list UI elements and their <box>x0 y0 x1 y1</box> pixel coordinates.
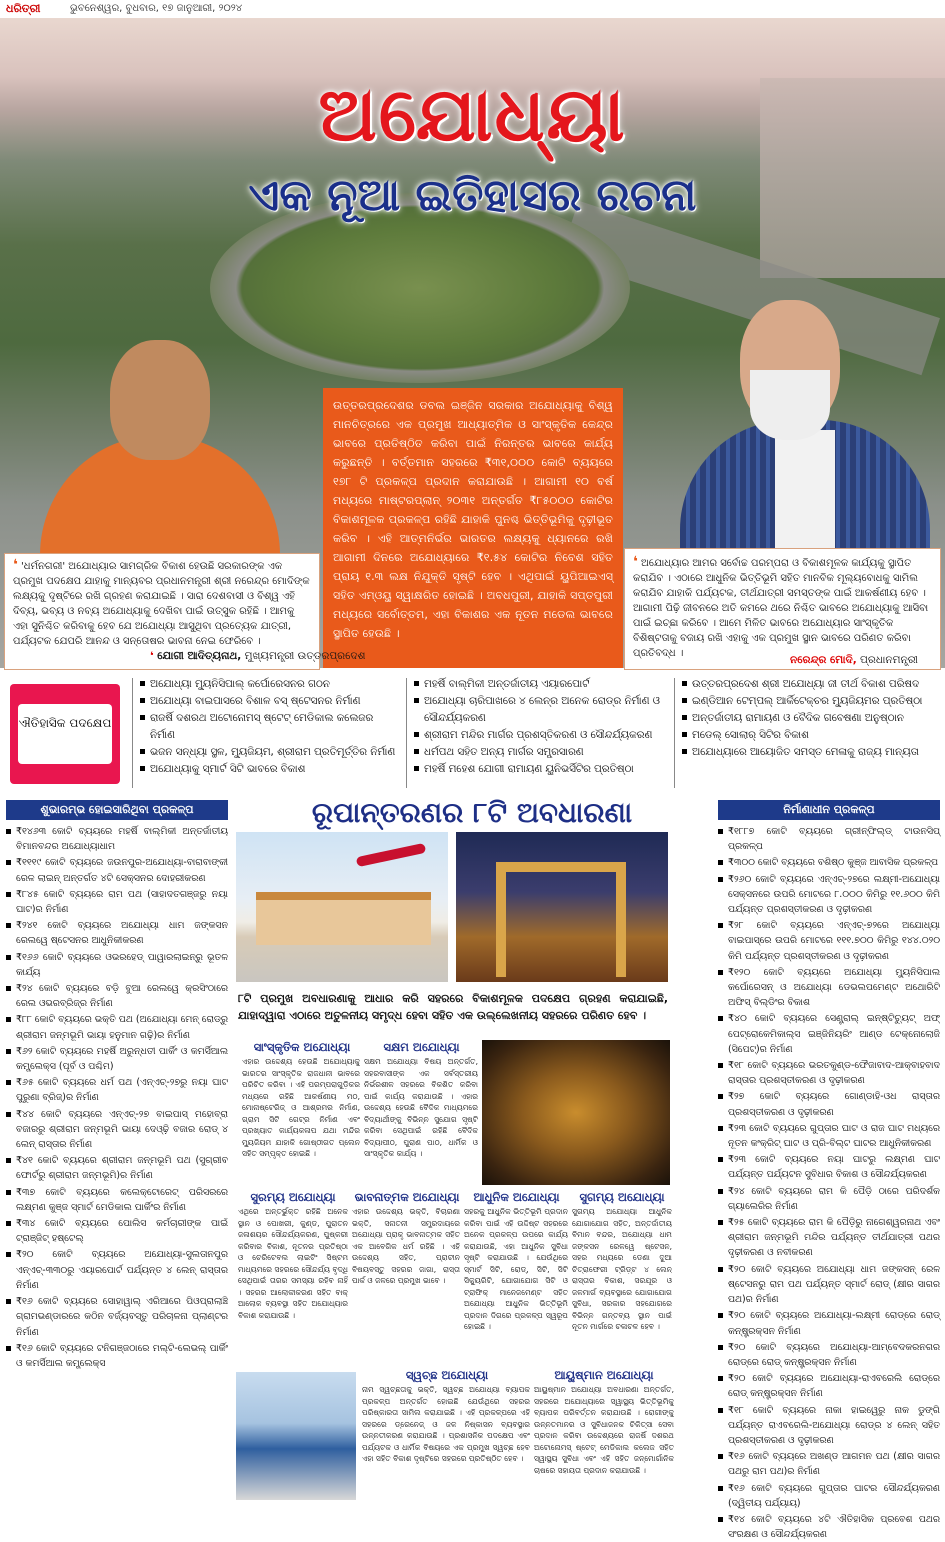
list-item: ₹୨୬୦ କୋଟି ବ୍ୟୟରେ ଏନ୍‌ଏଚ୍-୨୭ରେ ଲକ୍ଷ୍ମୀ-ଅଯୋଧ୍ୟା ସେକ୍ସନରେ ଉପରି ମୋଟରେ ୮.୦୦୦ କିମିରୁ ୧୧.୬୦୦ କିମି ପର୍ଯ୍ୟନ୍ତ ପ୍ରଶସ୍ତୀକରଣ ଓ ଦୃଢ଼ୀକରଣ <box>718 872 940 918</box>
list-item: ₹୧୨୦ କୋଟି ବ୍ୟୟରେ ଅଯୋଧ୍ୟା ମ୍ୟୁନିସିପାଲ କର୍ପୋରେସନ୍ ଓ ଅଯୋଧ୍ୟା ଡେଭଲପମେଣ୍ଟ ଅଥୋରିଟି ଅଫିସ୍ ବିଲ୍ଡିଂର ବିକାଶ <box>718 965 940 1011</box>
intro-text-box: ଉତ୍ତରପ୍ରଦେଶର ଡବଲ ଇଞ୍ଜିନ ସରକାର ଅଯୋଧ୍ୟାକୁ ବିଶ୍ୱ ମାନଚିତ୍ରରେ ଏକ ପ୍ରମୁଖ ଆଧ୍ୟାତ୍ମିକ ଓ ସାଂସ୍କୃତିକ କେନ୍ଦ୍ର ଭାବରେ ପ୍ରତିଷ୍ଠିତ କରିବା ପାଇଁ ନିରନ୍ତର ଭାବରେ କାର୍ଯ୍ୟ କରୁଛନ୍ତି । ବର୍ତ୍ତମାନ ସହରରେ ₹୩୧,୦୦୦ କୋଟି ବ୍ୟୟରେ ୧୭୮ ଟି ପ୍ରକଳ୍ପ ପ୍ରଦାନ କରାଯାଉଛି । ଆଗାମୀ ୧୦ ବର୍ଷ ମଧ୍ୟରେ ମାଷ୍ଟରପ୍ଲାନ୍ ୨୦୩୧ ଅନ୍ତର୍ଗତ ₹୮୫୦୦୦ କୋଟିର ବିକାଶମୂଳକ ପ୍ରକଳ୍ପ ରହିଛି ଯାହାକି ପୁନଶ୍ଚ ଭିତ୍ତିଭୂମିକୁ ଦୃଢ଼ୀଭୂତ କରିବ । ଏହି ଆତ୍ମନିର୍ଭର ଭାରତର ଲକ୍ଷ୍ୟକୁ ଧ୍ୟାନରେ ରଖି ଆଗାମୀ ଦିନରେ ଅଯୋଧ୍ୟାରେ ₹୧.୫୪ କୋଟିର ନିବେଶ ସହିତ ପ୍ରାୟ ୧.୩ ଲକ୍ଷ ନିଯୁକ୍ତି ସୃଷ୍ଟି ହେବ । ଏଥିପାଇଁ ୟୁପିଆଇଏସ୍ ସହିତ ଏମ୍ଓୟୁ ସ୍ୱାକ୍ଷରିତ ହୋଇଛି । ଅବଧପୁରୀ, ଯାହାକି ସପ୍ତପୁରୀ ମଧ୍ୟରେ ସର୍ବୋତ୍ତମ, ଏହା ବିକାଶର ଏକ ନୂତନ ମଡେଲ ଭାବରେ ସ୍ଥାପିତ ହେଉଛି । <box>323 388 623 668</box>
airport-photo <box>236 832 448 982</box>
list-item: ₹୨୩ କୋଟି ବ୍ୟୟରେ ନୟା ଘାଟରୁ ଲକ୍ଷ୍ମଣ ଘାଟ ପର୍ଯ୍ୟନ୍ତ ପର୍ଯ୍ୟଟନ ସୁବିଧାର ବିକାଶ ଓ ସୌନ୍ଦର୍ଯ୍ୟକରଣ <box>718 1152 940 1182</box>
completed-projects-list <box>6 824 228 1371</box>
gate-night-photo <box>456 832 668 982</box>
list-item: ₹୨୪ କୋଟି ବ୍ୟୟରେ ରାମ କି ପୈଡ଼ି ଠାରେ ପରିଦର୍ଶକ ଗ୍ୟାଲେରିର ନିର୍ମାଣ <box>718 1184 940 1214</box>
list-item: ଅଯୋଧ୍ୟାରେ ଆୟୋଜିତ ସମସ୍ତ ମେଳାକୁ ରାଜ୍ୟ ମାନ୍ୟତା <box>682 744 937 761</box>
list-item: ଶ୍ରୀରାମ ମନ୍ଦିର ମାର୍ଗର ପ୍ରଶସ୍ତିକରଣ ଓ ସୌନ୍ଦର୍ଯ୍ୟକରଣ <box>414 727 669 744</box>
concept-text: ଏହାର ଉଦ୍ଦେଶ୍ୟ ଭକ୍ତି, ବିଚାରଣା ଭକ୍ତି, ସନାତନୀ ସମ୍ପ୍ରଦାୟରେ ଅଯୋଧ୍ୟା ପ୍ରାକୃ ଭାବନାତ୍ମକ ସହିତ ଏକ ଆବେଗିକ ଧର୍ମ ରହିଛି । ଏହି ଉଦ୍ଦେଶ୍ୟ ସହିତ, ପ୍ରାଚୀନ ବିଷୟବସ୍ତୁ ସହରର ଜାଗା, ରାସ୍ତା ପାର୍କ ଓ ଜଳରେ ପ୍ରମୁଖ ଭାବେ । <box>352 1207 460 1285</box>
milestones-col-2 <box>414 676 669 778</box>
ongoing-projects-list <box>718 824 940 1542</box>
list-item: ₹୬୫ କୋଟି ବ୍ୟୟରେ ଧର୍ମ ପଥ (ଏନ୍‌ଏଚ୍-୨୭ରୁ ନୟା ଘାଟ ପୁରୁଣା ବ୍ରିଜ୍)ର ନିର୍ମାଣ <box>6 1075 228 1105</box>
list-item: ଅଯୋଧ୍ୟା ଚାରିପାଖରେ ୪ ଲେନ୍‌ର ଅନେକ ରୋଡ୍‌ର ନିର୍ମାଣ ଓ ସୌନ୍ଦର୍ଯ୍ୟକରଣ <box>414 693 669 727</box>
list-item: ₹୧୪ କୋଟି ବ୍ୟୟରେ ୪ଟି ଐତିହାସିକ ପ୍ରବେଶ ପଥର ସଂରକ୍ଷଣ ଓ ସୌନ୍ଦର୍ଯ୍ୟକରଣ <box>718 1512 940 1542</box>
concept-text: ନାମ ସ୍ୱଚ୍ଛତାକୁ ଭକ୍ତି, ସ୍ୱଚ୍ଛ ଅଯୋଧ୍ୟା ବ୍ୟାପକ ପ୍ରକଳ୍ପ ଅନ୍ତର୍ଗତ ହୋଇଛି ଯେଉଁଥିରେ ସହରର ପରିଷ୍କାରତା ସାମିଲ କରାଯାଇଛି । ଏହି ପ୍ରକଳ୍ପରେ ଏହି ସହରରେ ଡ୍ରେନେଜ୍ ଓ ଜଳ ନିଷ୍କାସନ ବ୍ୟବସ୍ଥାର ଉନ୍ନତୀକରଣ କରାଯାଉଛି । ପ୍ରଶାସନିକ ପଦକ୍ଷେପ ଏବଂ ପର୍ଯ୍ୟଟକ ଓ ଧାର୍ମିକ ବିଷୟରେ ଏକ ପ୍ରମୁଖ ସ୍ୱଚ୍ଛ ହେବ ଏହା ସହିତ ବିକାଶ ଦୃଷ୍ଟିରେ ସହରରେ ପ୍ରତିଷ୍ଠିତ ହେବ । <box>362 1385 530 1463</box>
list-item: ₹୪୪ କୋଟି ବ୍ୟୟରେ ଏନ୍‌ଏଚ୍-୨୭ ବାଇପାସ୍ ମହୋବ୍ରା ବଜାରରୁ ଶ୍ରୀରାମ ଜନ୍ମଭୂମି ଭାୟା ଦେଓ୍ଢ଼ି ବଜାର ରୋଡ୍ ୪ ଲେନ୍ ରାସ୍ତାର ନିର୍ମାଣ <box>6 1107 228 1153</box>
list-item: ଅଯୋଧ୍ୟା ବାଇପାସରେ ବିଶାଳ ବସ୍ ଷ୍ଟେସନର ନିର୍ମାଣ <box>140 693 400 710</box>
list-item: ଅନ୍ତର୍ଜାତୀୟ ରାମାୟଣ ଓ ବୈଦିକ ଗବେଷଣା ଅନୁଷ୍ଠାନ <box>682 710 937 727</box>
signature-role: ମୁଖ୍ୟମନ୍ତ୍ରୀ ଉତ୍ତରପ୍ରଦେଶ <box>241 650 366 662</box>
concept-title: ସାଂସ୍କୃତିକ ଅଯୋଧ୍ୟା <box>253 1040 351 1054</box>
milestones-section <box>6 676 941 792</box>
concept-text: ଏଥିରେ ଅନ୍ତର୍ଭୁକ୍ତ ରହିଛି ଅନେକ ସ୍ଥାନ ଓ ପୋଖରୀ, କୁଣ୍ଡ, ପୁରାତନ ଜଳାଶୟର ସୌନ୍ଦର୍ଯ୍ୟକରଣ, ପୁଷ୍କରୀ କରିବାର ବିକାଶ, ନୂତନର ପ୍ରତିଷ୍ଠା ଓ ଚେରିଟେବଲ ଲାଇଟିଂ ସିଷ୍ଟମ ମାଧ୍ୟମରେ ସହରରେ ସୌନ୍ଦର୍ଯ୍ୟ ବୃଦ୍ଧି ସେଥିପାଇଁ ତାରର ସମସ୍ୟା ରହିବ ନାହିଁ । ସହରର ଆଲୋକୀକରଣ ସହିତ ବାକ୍ ଆଲୋକ ବ୍ୟବସ୍ଥା ସହିତ ଅଯୋଧ୍ୟାର ବିକାଶ କରାଯାଉଛି । <box>238 1207 348 1320</box>
concepts-title: ରୂପାନ୍ତରଣର ୮ଟି ଅବଧାରଣା <box>311 796 633 829</box>
quote-modi-text: ଅଯୋଧ୍ୟାର ଆମର ସର୍ବୋଚ୍ଚ ପରମ୍ପରା ଓ ବିକାଶମୂଳକ କାର୍ଯ୍ୟକୁ ସ୍ଥାପିତ କରାଯିବ । ଏଠାରେ ଆଧୁନିକ ଭିତ୍ତିଭୂମି ସହିତ ମାନବିକ ମୂଲ୍ୟବୋଧକୁ ସାମିଲ କରାଯିବ ଯାହାକି ପର୍ଯ୍ୟଟକ, ତୀର୍ଥଯାତ୍ରୀ ସମସ୍ତଙ୍କ ପାଇଁ ଆକର୍ଷଣୀୟ ହେବ । ଆଗାମୀ ପିଢ଼ି ଜୀବନରେ ଅତି କମରେ ଥରେ ନିଶ୍ଚିତ ଭାବରେ ଅଯୋଧ୍ୟାକୁ ଆସିବା ପାଇଁ ଇଚ୍ଛା କରିବେ । ଆମେ ମିଳିତ ଭାବରେ ଅଯୋଧ୍ୟାର ସାଂସ୍କୃତିକ ବିଶିଷ୍ଟତାକୁ ବଜାୟ ରଖି ଏହାକୁ ଏକ ପ୍ରମୁଖ ସ୍ଥାନ ଭାବରେ ପରିଣତ କରିବା ପ୍ରତିବଦ୍ଧ । <box>633 558 929 659</box>
quote-yogi-text: 'ଧର୍ମନଗରୀ' ଅଯୋଧ୍ୟାର ସାମଗ୍ରିକ ବିକାଶ ହେଉଛି ସରକାରଙ୍କ ଏକ ପ୍ରମୁଖ ପଦକ୍ଷେପ ଯାହାକୁ ମାନ୍ୟବର ପ୍ରଧାନମନ୍ତ୍ରୀ ଶ୍ରୀ ନରେନ୍ଦ୍ର ମୋଦିଙ୍କ ଲକ୍ଷ୍ୟକୁ ଦୃଷ୍ଟିରେ ରଖି ଗ୍ରହଣ କରାଯାଇଛି । ସାରା ଦେଶବାସୀ ଓ ବିଶ୍ୱ ଏହି ଦିବ୍ୟ, ଭବ୍ୟ ଓ ନବ୍ୟ ଅଯୋଧ୍ୟାକୁ ଦେଖିବା ପାଇଁ ଉତ୍ସୁକ ରହିଛି । ଆମକୁ ଏହା ସୁନିଶ୍ଚିତ କରିବାକୁ ହେବ ଯେ ଅଯୋଧ୍ୟା ଆସୁଥିବା ପ୍ରତ୍ୟେକ ଯାତ୍ରୀ, ପର୍ଯ୍ୟଟକ ଯେପରି ଆନନ୍ଦ ଓ ସନ୍ତୋଷର ଭାବନା ନେଇ ଫେରିବେ । <box>13 561 310 647</box>
list-item: ₹୧୪୬୩ କୋଟି ବ୍ୟୟରେ ମହର୍ଷି ବାଲ୍ମିକୀ ଅନ୍ତର୍ଜାତୀୟ ବିମାନବନ୍ଦର ଅଯୋଧ୍ୟାଧାମ <box>6 824 228 854</box>
list-item: ଉତ୍ତରପ୍ରଦେଶ ଶ୍ରୀ ଅଯୋଧ୍ୟା ଜୀ ତୀର୍ଥ ବିକାଶ ପରିଷଦ <box>682 676 937 693</box>
golden-eagle-sculpture-photo <box>482 1040 670 1185</box>
terminal-building <box>256 892 431 945</box>
concept-title: ଆଧୁନିକ ଅଯୋଧ୍ୟା <box>473 1190 560 1204</box>
concept-title: ସୁରମ୍ୟ ଅଯୋଧ୍ୟା <box>250 1190 336 1204</box>
list-item: ଅଯୋଧ୍ୟା ମ୍ୟୁନିସିପାଲ୍ କର୍ପୋରେସନର ଗଠନ <box>140 676 400 693</box>
signature-role: ପ୍ରଧାନମନ୍ତ୍ରୀ <box>856 654 918 666</box>
divider <box>132 678 133 788</box>
list-item: ₹୪୧ କୋଟି ବ୍ୟୟରେ ଶ୍ରୀରାମ ଜନ୍ମଭୂମି ପଥ (ସୁଗ୍ରୀବ ଫୋର୍ଟରୁ ଶ୍ରୀରାମ ଜନ୍ମଭୂମି)ର ନିର୍ମାଣ <box>6 1153 228 1183</box>
milestones-col-1 <box>140 676 400 778</box>
list-item: ₹୩୪ କୋଟି ବ୍ୟୟରେ ପୋଲିସ କର୍ମଚାରୀଙ୍କ ପାଇଁ ଟ୍ରାଞ୍ଜିଟ୍ ହଷ୍ଟେଲ୍ <box>6 1216 228 1246</box>
signature-name: ଯୋଗୀ ଆଦିତ୍ୟନାଥ, <box>157 650 242 662</box>
divider <box>406 678 407 788</box>
list-item: ₹୧୬ କୋଟି ବ୍ୟୟରେ ଅଖଣ୍ଡ ଆଗମନ ପଥ (କ୍ଷୀର ସାଗର ପଥରୁ ରାମ ପଥ)ର ନିର୍ମାଣ <box>718 1449 940 1479</box>
issue-date: ଭୁବନେଶ୍ୱର, ବୁଧବାର, ୧୭ ଜାନୁଆରୀ, ୨୦୨୪ <box>70 3 243 14</box>
section-header: ନିର୍ମାଣାଧୀନ ପ୍ରକଳ୍ପ <box>718 800 940 820</box>
list-item: ₹୩୭ କୋଟି ବ୍ୟୟରେ କଲେକ୍ଟୋରେଟ୍ ପରିସରରେ ଲକ୍ଷ୍ମଣ କୁଞ୍ଜ ସ୍ମାର୍ଟ ମେଡିକାଲ ପାର୍କିଂର ନିର୍ମାଣ <box>6 1185 228 1215</box>
list-item: ରାଜର୍ଷି ଦଶରଥ ଅଟୋନୋମସ୍ ଷ୍ଟେଟ୍ ମେଡିକାଲ କଲେଜର ନିର୍ମାଣ <box>140 710 400 744</box>
concept-text: ସହରକୁ ଆଧୁନିକ ଭିତ୍ତିଭୂମି ପ୍ରଦାନ କରିବା ପାଇଁ ଏହି ଉଦ୍ଦିଷ୍ଟ ସହରରେ ଅନେକ ପ୍ରକଳ୍ପ ଉପରେ କାର୍ଯ୍ୟ କରାଯାଉଛି, ଏହା ଆଧୁନିକ ସୁବିଧା ସୃଷ୍ଟି କରାଯାଉଛି । ଯେଉଁଥିରେ ସ୍ମାର୍ଟ ସିଟି, ରୋଡ୍, ସିଟି, ସିଟି ସିକ୍ୟୁରିଟି, ଯୋଗାଯୋଗ ସିଟି ଓ ଟ୍ରାଫିକ୍ ମାନେଜମେଣ୍ଟ ସହିତ ଅଯୋଧ୍ୟା ଆଧୁନିକ ଭିତ୍ତିଭୂମି ପ୍ରଦାନ ଦିଗରେ ପ୍ରକଳ୍ପ ସ୍ୱରୂପ ହୋଇଛି । <box>464 1207 568 1331</box>
concept-title: ଆୟୁଷ୍ମାନ ଅଯୋଧ୍ୟା <box>554 1368 654 1382</box>
concept-text: ଆୟୁଷ୍ମାନ ଅଯୋଧ୍ୟା ଅବଧାରଣା ଅନ୍ତର୍ଗତ, ସହରରେ ଅଯୋଧ୍ୟାରେ ସ୍ୱାସ୍ଥ୍ୟ ଭିତ୍ତିଭୂମିକୁ ବ୍ୟାପକ ପରିବର୍ତ୍ତନ କରାଯାଉଛି । ରୋଗୀଙ୍କୁ ଉନ୍ନତମାନର ଓ ସୁବିଧାଜନକ ଚିକିତ୍ସା ସେବା ପ୍ରଦାନ କରିବା ଉଦ୍ଦେଶ୍ୟରେ ରାଜର୍ଷି ଦଶରଥ ଅଟୋନୋମସ୍ ଷ୍ଟେଟ୍ ମେଡିକାଲ କଲେଜ ସହିତ ସ୍ୱାସ୍ଥ୍ୟ ସୁବିଧା ଏବଂ ଏହି ସହିତ ଜନ୍ମୋର୍ଗାନିକ ଚାଷରେ ସହାୟତା ପ୍ରଦାନ କରାଯାଉଛି । <box>534 1385 674 1475</box>
list-item: ₹୪୦ କୋଟି ବ୍ୟୟରେ ସେଣ୍ଟ୍ରାଲ୍ ଇନ୍‌ଷ୍ଟିଚ୍ୟୁଟ୍ ଅଫ୍ ପେଟ୍ରୋକେମିକାଲ୍ସ ଇଞ୍ଜିନିୟରିଂ ଆଣ୍ଡ ଟେକ୍ନୋଲୋଜି (ସିପେଟ୍)ର ନିର୍ମାଣ <box>718 1011 940 1057</box>
list-item: ₹୨୪ କୋଟି ବ୍ୟୟରେ ବଡ଼ି ବୁଆ ରେଲୱେ କ୍ରସିଂଠାରେ ରେଲ ଓଭରବ୍ରିଜ୍‌ର ନିର୍ମାଣ <box>6 981 228 1011</box>
list-item: ₹୨୪୧ କୋଟି ବ୍ୟୟରେ ଅଯୋଧ୍ୟା ଧାମ ଜଙ୍କସନ ରେଲୱେ ଷ୍ଟେସନର ଆଧୁନିକୀକରଣ <box>6 918 228 948</box>
portrait-face <box>110 340 210 460</box>
concept-text: ଏହାର ଉଦ୍ଦେଶ୍ୟ ହେଉଛି ଅଯୋଧ୍ୟାକୁ ଭାରତର ସାଂସ୍କୃତିକ ରାଜଧାନୀ ଭାବରେ ପରିଚିତ କରିବା । ଏହି ପରମ୍ପରାଗୁଡ଼ିକର ମଧ୍ୟରେ ରହିଛି ଆକର୍ଷଣୀୟ ମଠ, ମୋନାଷ୍ଟେରିଜ୍ ଓ ଆଶ୍ରମର ନିର୍ମାଣ, ଗ୍ରାମ ସିଟି ଗେଟ୍‌ର ନିର୍ମାଣ ଏବଂ ପ୍ରଖ୍ୟାତ କାର୍ଯ୍ୟକଳାପ ଯଥା ମନ୍ଦିର ମ୍ୟୁଜିୟମ ଯାହାକି ଗୋଷ୍ଠୀଗତ ପ୍ଲେନ ସହିତ ସମ୍ପୃକ୍ତ ହୋଇଛି । <box>242 1057 360 1158</box>
ongoing-projects-section <box>718 800 940 1541</box>
list-item: ଧର୍ମପଥ ସହିତ ଅନ୍ୟ ମାର୍ଗର ସମ୍ପ୍ରସାରଣ <box>414 744 669 761</box>
signature-name: ନରେନ୍ଦ୍ର ମୋଦି, <box>790 654 857 666</box>
concepts-caption: ୮ଟି ପ୍ରମୁଖ ଅବଧାରଣାକୁ ଆଧାର କରି ସହରରେ ବିକାଶମୂଳକ ପଦକ୍ଷେପ ଗ୍ରହଣ କରାଯାଇଛି, ଯାହାଦ୍ୱାରା ଏଠାରେ ଅତୁଳନୀୟ ସମୃଦ୍ଧ ହେବା ସହିତ ଏକ ଉଲ୍ଲେଖନୀୟ ସହରରେ ପରିଣତ ହେବ । <box>238 992 668 1022</box>
list-item: ₹୧୬୬ କୋଟି ବ୍ୟୟରେ ଓଭରହେଡ୍ ପାୱାରଲାଇନ୍‌ରୁ ଭୂତଳ କାର୍ଯ୍ୟ <box>6 950 228 980</box>
list-item: ₹୧୬ କୋଟି ବ୍ୟୟରେ ଟନିଗଞ୍ଜଠାରେ ମଲ୍ଟି-ଲେଭଲ୍ ପାର୍କିଂ ଓ କମର୍ସିଆଲ କମ୍ପ୍ଲେକ୍ସ <box>6 1341 228 1371</box>
newspaper-logo: ଧରିତ୍ରୀ <box>6 2 41 15</box>
milestones-label: ଐତିହାସିକ ପଦକ୍ଷେପ <box>18 704 112 764</box>
quote-modi <box>624 548 941 670</box>
concept-title: ସୁଗମ୍ୟ ଅଯୋଧ୍ୟା <box>579 1190 665 1204</box>
list-item: ₹୨୦ କୋଟି ବ୍ୟୟରେ ଅଯୋଧ୍ୟା-ଆମ୍ବେଦକରନଗର ରୋଡ୍‌ରେ ରୋଡ୍ କନ୍‌ଷ୍ଟ୍ରକ୍ସନ ନିର୍ମାଣ <box>718 1340 940 1370</box>
list-item: ₹୨୦ କୋଟି ବ୍ୟୟରେ ଅଯୋଧ୍ୟା-ସୁଲତାନପୁର ଏନ୍‌ଏଚ୍-୩୩୦ରୁ ଏୟାରପୋର୍ଟ ପର୍ଯ୍ୟନ୍ତ ୪ ଲେନ୍ ରାସ୍ତାର ନିର୍ମାଣ <box>6 1247 228 1293</box>
quote-yogi-signature <box>150 650 365 663</box>
list-item: ₹୨୦ କୋଟି ବ୍ୟୟରେ ଅଯୋଧ୍ୟା ଧାମ ଜଙ୍କସନ୍ ରେଳ ଷ୍ଟେସନରୁ ରାମ ପଥ ପର୍ଯ୍ୟନ୍ତ ସ୍ମାର୍ଟ ରୋଡ୍ (କ୍ଷୀର ସାଗର ପଥ)ର ନିର୍ମାଣ <box>718 1262 940 1308</box>
portrait-shirt <box>775 430 835 548</box>
list-item: ₹୩୦୦ କୋଟି ବ୍ୟୟରେ ବଶିଷ୍ଠ କୁଞ୍ଜ ଆବାସିକ ପ୍ରକଳ୍ପ <box>718 855 940 870</box>
list-item: ଇଣ୍ଡିଆନ ଟେମ୍ପଲ୍ ଆର୍କିଟେକ୍ଚର ମ୍ୟୁଜିୟମର ପ୍ରତିଷ୍ଠା <box>682 693 937 710</box>
portrait-beard <box>750 370 830 440</box>
signature-quote-mark-icon: ❛ <box>150 650 154 662</box>
list-item: ₹୬୨ କୋଟି ବ୍ୟୟରେ ମହର୍ଷି ଅରୁନ୍ଧତୀ ପାର୍କିଂ ଓ କମର୍ସିଆଲ କମ୍ପ୍ଲେକ୍ସ (ପୂର୍ବ ଓ ପଶ୍ଚିମ) <box>6 1044 228 1074</box>
milestones-label-badge <box>10 684 120 784</box>
list-item: ₹୧୮ କୋଟି ବ୍ୟୟରେ ଭରତକୁଣ୍ଡ-ଫୈଜାବାଦ-ଆକ୍ବାହବାଦ ରାସ୍ତାର ପ୍ରଶସ୍ତୀକରଣ ଓ ଦୃଢ଼ୀକରଣ <box>718 1058 940 1088</box>
list-item: ₹୧୧୧୯ କୋଟି ବ୍ୟୟରେ ଜଉନପୁର-ଅଯୋଧ୍ୟା-ବାରାବାଙ୍କୀ ରେଳ ଲାଇନ୍ ଅନ୍ତର୍ଗତ ୪ଟି ସେକ୍ସନର ଦୋହରୀକରଣ <box>6 855 228 885</box>
completed-projects-section <box>6 800 228 1500</box>
divider <box>674 678 675 788</box>
list-item: ₹୮୪୫ କୋଟି ବ୍ୟୟରେ ରାମ ପଥ (ସାହାଦତଗଞ୍ଜରୁ ନୟା ଘାଟ)ର ନିର୍ମାଣ <box>6 887 228 917</box>
quote-mark-icon: ❛ <box>633 554 638 570</box>
quote-mark-icon: ❛ <box>13 557 18 573</box>
list-item: ଅଯୋଧ୍ୟାକୁ ସ୍ମାର୍ଟ ସିଟି ଭାବରେ ବିକାଶ <box>140 761 400 778</box>
quote-modi-signature <box>790 654 918 667</box>
list-item: ₹୨୭ କୋଟି ବ୍ୟୟରେ ଗୋଣ୍ଡାହି-ଓଧ ରାସ୍ତାର ପ୍ରଶସ୍ତୀକରଣ ଓ ଦୃଢ଼ୀକରଣ <box>718 1089 940 1119</box>
list-item: ମଡେଲ୍ ସୋଲାର୍ ସିଟିର ବିକାଶ <box>682 727 937 744</box>
page-subtitle: ଏକ ନୂଆ ଇତିହାସର ରଚନା <box>248 170 697 221</box>
page-title: ଅଯୋଧ୍ୟା <box>318 72 627 158</box>
list-item: ₹୨୮ କୋଟି ବ୍ୟୟରେ ଏନ୍‌ଏଚ୍-୭୨ରେ ଅଯୋଧ୍ୟା ବାଇପାସ୍‌ରେ ଉପରି ମୋଟରେ ୧୧୧.୭୦୦ କିମିରୁ ୧୪୪.୦୨୦ କିମି ପର୍ଯ୍ୟନ୍ତ ପ୍ରଶସ୍ତୀକରଣ ଓ ଦୃଢ଼ୀକରଣ <box>718 918 940 964</box>
list-item: ₹୨୫ କୋଟି ବ୍ୟୟରେ ରାମ କି ପୈଡ଼ିରୁ ନାଗେଶ୍ୱରନାଥ ଏବଂ ଶ୍ରୀରାମ ଜନ୍ମଭୂମି ମନ୍ଦିର ପର୍ଯ୍ୟନ୍ତ ତୀର୍ଥଯାତ୍ରୀ ପଥର ଦୃଢ଼ୀକରଣ ଓ ନବୀକରଣ <box>718 1215 940 1261</box>
hospital-building-photo <box>236 1372 356 1500</box>
airplane-shape <box>356 843 427 867</box>
section-header: ଶୁଭାରମ୍ଭ ହୋଇସାରିଥିବା ପ୍ରକଳ୍ପ <box>6 800 228 820</box>
illuminated-gate <box>496 862 626 977</box>
masthead <box>0 0 945 19</box>
list-item: ମହର୍ଷି ବାଲ୍ମିକୀ ଅନ୍ତର୍ଜାତୀୟ ଏୟାରପୋର୍ଟ <box>414 676 669 693</box>
concept-text: ସୁଗମ୍ୟ ଅଯୋଧ୍ୟା ଆଧୁନିକ ଯୋଗାଯୋଗ ସହିତ, ଅନ୍ତର୍ଜାତୀୟ ବିମାନ ବନ୍ଦର, ଅଯୋଧ୍ୟା ଧାମ ଜଙ୍କସନ ରେଳୱେ ଷ୍ଟେସନ, ସହର ମଧ୍ୟରେ ଡେଣା ଦୁଆ ଚିତ୍ରାଫେରୀ ଟ୍ରିଡ଼୍ଟ ୪ ଲେନ୍ ରାସ୍ତାର ବିକାଶ, ସରଯୂର ଓ ଜଳମାର୍ଗ ବ୍ୟବସ୍ଥାରେ ଯୋଗାଯୋଗ ସୁବିଧା, ସରକାର ସହଯୋଗରେ ବିଭିନ୍ନ ଗନ୍ତବ୍ୟ ସ୍ଥାନ ପାଇଁ ନୂତନ ମାର୍ଗରେ ଚଳାଚଳ ହେବ । <box>572 1207 672 1331</box>
concept-title: ସକ୍ଷମ ଅଯୋଧ୍ୟା <box>383 1040 460 1054</box>
milestones-col-3 <box>682 676 937 761</box>
list-item: ₹୧୮୮୭ କୋଟି ବ୍ୟୟରେ ଗ୍ରୀନ୍‌ଫିଲ୍ଡ୍ ଟାଉନସିପ୍ ପ୍ରକଳ୍ପ <box>718 824 940 854</box>
list-item: ₹୮୮ କୋଟି ବ୍ୟୟରେ ଭକ୍ତି ପଥ (ଅଯୋଧ୍ୟା ମେନ୍ ରୋଡ୍‌ରୁ ଶ୍ରୀରାମ ଜନ୍ମଭୂମି ଭାୟା ହନୁମାନ ଗଢ଼ି)ର ନିର୍ମାଣ <box>6 1012 228 1042</box>
list-item: ₹୧୮ କୋଟି ବ୍ୟୟରେ ନାକା ହାଇୱେରୁ ନାକ ଡୁଙ୍ଗି ପର୍ଯ୍ୟନ୍ତ ରାଏବରେଲି-ଅଯୋଧ୍ୟା ରୋଡ୍‌ର ୪ ଲେନ୍ ସହିତ ପ୍ରଶସ୍ତୀକରଣ ଓ ଦୃଢ଼ୀକରଣ <box>718 1403 940 1449</box>
portrait-yogi-adityanath <box>30 340 285 558</box>
concept-title: ଭାବନାତ୍ମକ ଅଯୋଧ୍ୟା <box>354 1190 460 1204</box>
list-item: ₹୨୦ କୋଟି ବ୍ୟୟରେ ଅଯୋଧ୍ୟା-ରାଏବରେଲି ରୋଡ୍‌ରେ ରୋଡ୍ କନ୍‌ଷ୍ଟ୍ରକ୍ସନ ନିର୍ମାଣ <box>718 1371 940 1401</box>
list-item: ଭଜନ ସନ୍ଧ୍ୟା ସ୍ଥଳ, ମ୍ୟୁଜିୟମ, ଶ୍ରୀରାମ ପ୍ରତିମୂର୍ତ୍ତିର ନିର୍ମାଣ <box>140 744 400 761</box>
concept-title: ସ୍ୱଚ୍ଛ ଅଯୋଧ୍ୟା <box>405 1368 489 1382</box>
concept-text: ସକ୍ଷମ ଅଯୋଧ୍ୟା ବିଷୟ ଅନ୍ତର୍ଗତ, ସହରବାସୀଙ୍କ ଏକ ସର୍ବସ୍ତରୀୟ ନିର୍ଭରଶୀଳ ସହରରେ ବିକଶିତ କରିବା ପାଇଁ କାର୍ଯ୍ୟ କରାଯାଉଛି । ଏହାର ଉଦ୍ଦେଶ୍ୟ ହେଉଛି ବୈଦିକ ମାଧ୍ୟମରେ ବିଦ୍ୟାର୍ଥୀଙ୍କୁ ବିଭିନ୍ନ ସୁଯୋଗ ସୃଷ୍ଟି କରିବା ସେଥିପାଇଁ ରହିଛି ବୈଦିକ ବିଦ୍ୟାପୀଠ, ପୁରାଣ ପାଠ, ଧାର୍ମିକ ଓ ସାଂସ୍କୃତିକ କାର୍ଯ୍ୟ । <box>364 1057 478 1158</box>
list-item: ₹୧୬ କୋଟି ବ୍ୟୟରେ ସୋହାୱାଲ୍ ଏରିଆରେ ପିଓପ୍ରାଲାଞ୍ଚି ଗ୍ରାମଭଣ୍ଡାରରେ କଠିନ ବର୍ଜ୍ୟବସ୍ତୁ ପରିଚାଳନା ପ୍ଲାଣ୍ଟର ନିର୍ମାଣ <box>6 1294 228 1340</box>
portrait-narendra-modi <box>680 290 930 548</box>
list-item: ₹୨୦ କୋଟି ବ୍ୟୟରେ ଅଯୋଧ୍ୟା-ଲକ୍ଷ୍ମୀ ରୋଡ୍‌ରେ ରୋଡ୍ କନ୍‌ଷ୍ଟ୍ରକ୍ସନ ନିର୍ମାଣ <box>718 1308 940 1338</box>
list-item: ₹୧୬ କୋଟି ବ୍ୟୟରେ ଗୁପ୍ତାର ଘାଟର ସୌନ୍ଦର୍ଯ୍ୟକରଣ (ଦ୍ୱିତୀୟ ପର୍ଯ୍ୟାୟ) <box>718 1481 940 1511</box>
list-item: ₹୨୩ କୋଟି ବ୍ୟୟରେ ଗୁପ୍ତାର ଘାଟ ଓ ରାଜ ଘାଟ ମଧ୍ୟରେ ନୂତନ କଂକ୍ରିଟ୍ ଘାଟ ଓ ପ୍ରି-ବିଲ୍ଟ ଘାଟର ଆଧୁନିକୀକରଣ <box>718 1121 940 1151</box>
list-item: ମହର୍ଷି ମହେଶ ଯୋଗୀ ରାମାୟଣ ୟୁନିଭର୍ସିଟିର ପ୍ରତିଷ୍ଠା <box>414 761 669 778</box>
